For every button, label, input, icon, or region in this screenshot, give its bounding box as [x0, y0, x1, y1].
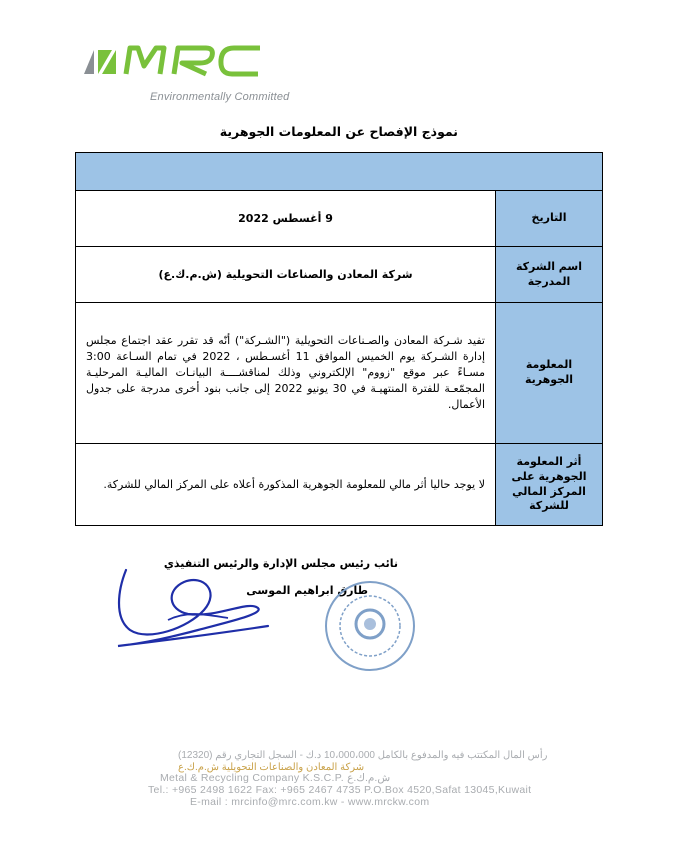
table-row-material-info — [76, 302, 602, 443]
logo-text: MRC — [187, 72, 190, 73]
handwritten-signature — [108, 560, 308, 655]
form-title: نموذج الإفصاح عن المعلومات الجوهرية — [219, 124, 458, 139]
footer-email-web: E-mail : mrcinfo@mrc.com.kw - www.mrckw.com — [190, 796, 430, 808]
material-info-label: المعلومة الجوهرية — [495, 303, 602, 443]
company-stamp — [322, 578, 418, 674]
logo-tagline: Environmentally Committed — [150, 91, 290, 103]
company-value: شركة المعادن والصناعات التحويلية (ش.م.ك.ع) — [158, 268, 413, 281]
financial-impact-label: أثر المعلومة الجوهرية على المركز المالي للشركة — [495, 444, 602, 525]
table-row-company — [76, 246, 602, 302]
company-label: اسم الشركة المدرجة — [495, 247, 602, 302]
footer-contact-line: Tel.: +965 2498 1622 Fax: +965 2467 4735 P.O.Box 4520,Safat 13045,Kuwait — [148, 784, 532, 796]
signer-name: طارق ابراهيم الموسى — [246, 584, 368, 597]
date-label: التاريخ — [495, 191, 602, 246]
footer-capital-line: رأس المال المكتتب فيه والمدفوع بالكامل 10،000،000 د.ك - السجل التجاري رقم (12320) — [178, 750, 548, 761]
date-value: 9 أغسطس 2022 — [238, 212, 333, 225]
financial-impact-value: لا يوجد حاليا أثر مالي للمعلومة الجوهرية المذكورة أعلاه على المركز المالي للشركة. — [103, 478, 485, 491]
material-info-value: تفيد شـركة المعادن والصـناعات التحويلية ("الشـركة") أنّه قد تقرر عقد اجتماع مجلس إدارة الشـركة يوم الخميس الموافق 11 أغسـطس ، 2022 في تمام السـاعة 3:00 مسـاءً عبر موقع "زووم" الإلكتروني وذلك لمناقشــــة البيانـات الماليـة المرحليـة المجمّعـة للفترة المنتهيـة في 30 يونيو 2022 إلى جانب بنود أخرى مدرجة على جدول الأعمال. — [86, 334, 486, 411]
disclosure-table — [75, 152, 603, 526]
footer-arabic-company: شركة المعادن والصناعات التحويلية ش.م.ك.ع — [178, 762, 365, 773]
footer-english-company: Metal & Recycling Company K.S.C.P. ش.م.ك.ع — [160, 772, 391, 784]
table-header-band — [76, 153, 602, 190]
table-row-financial-impact — [76, 443, 602, 525]
table-row-date — [76, 190, 602, 246]
signer-title: نائب رئيس مجلس الإدارة والرئيس التنفيذي — [163, 557, 398, 570]
